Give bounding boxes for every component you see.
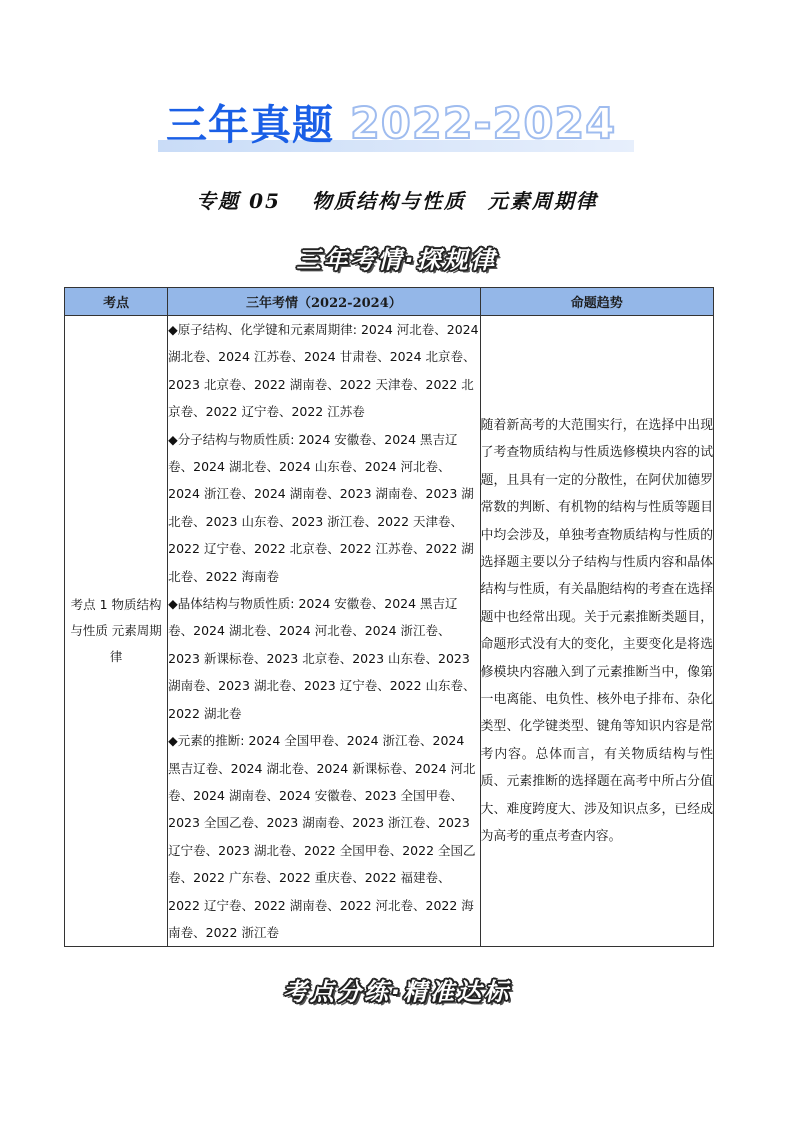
table-header-row [65, 288, 714, 316]
header-topic: 考点 [65, 288, 168, 316]
history-item: ◆元素的推断: 2024 全国甲卷、2024 浙江卷、2024 黑吉辽卷、2024 湖北卷、2024 新课标卷、2024 河北卷、2024 湖南卷、2024 安徽卷、2023 全国甲卷、2023 全国乙卷、2023 湖南卷、2023 浙江卷、2023 辽宁卷、2023 湖北卷、2022 全国甲卷、2022 全国乙卷、2022 广东卷、2022 重庆卷、2022 福建卷、2022 辽宁卷、2022 湖南卷、2022 河北卷、2022 海南卷、2022 浙江卷 [168, 733, 476, 940]
exam-analysis-table [64, 287, 714, 947]
history-cell [168, 316, 480, 947]
header-history: 三年考情（2022-2024） [168, 288, 480, 316]
banner-years: 2022-2024 [350, 99, 617, 149]
section-title-practice: 考点分练·精准达标 [282, 978, 512, 1006]
topic-cell: 考点 1 物质结构与性质 元素周期律 [65, 316, 168, 947]
history-item: ◆分子结构与物质性质: 2024 安徽卷、2024 黑吉辽卷、2024 湖北卷、2024 山东卷、2024 河北卷、2024 浙江卷、2024 湖南卷、2023 湖南卷、2023 湖北卷、2023 山东卷、2023 浙江卷、2022 天津卷、2022 辽宁卷、2022 北京卷、2022 江苏卷、2022 湖北卷、2022 海南卷 [168, 431, 474, 584]
trend-cell: 随着新高考的大范围实行，在选择中出现了考查物质结构与性质选修模块内容的试题，且具有一定的分散性，在阿伏加德罗常数的判断、有机物的结构与性质等题目中均会涉及，单独考查物质结构与性质的选择题主要以分子结构与性质内容和晶体结构与性质，有关晶胞结构的考查在选择题中也经常出现。关于元素推断类题目，命题形式没有大的变化，主要变化是将选修模块内容融入到了元素推断当中，像第一电离能、电负性、核外电子排布、杂化类型、化学键类型、键角等知识内容是常考内容。总体而言，有关物质结构与性质、元素推断的选择题在高考中所占分值大、难度跨度大、涉及知识点多，已经成为高考的重点考查内容。 [480, 316, 713, 947]
header-trend: 命题趋势 [480, 288, 713, 316]
history-item: ◆晶体结构与物质性质: 2024 安徽卷、2024 黑吉辽卷、2024 湖北卷、2024 河北卷、2024 浙江卷、2023 新课标卷、2023 北京卷、2023 山东卷、2023 湖南卷、2023 湖北卷、2023 辽宁卷、2022 山东卷、2022 湖北卷 [168, 596, 476, 721]
page-subtitle: 专题 05 物质结构与性质 元素周期律 [196, 189, 598, 213]
history-item: ◆原子结构、化学键和元素周期律: 2024 河北卷、2024 湖北卷、2024 江苏卷、2024 甘肃卷、2024 北京卷、2023 北京卷、2022 湖南卷、2022 天津卷、2022 北京卷、2022 辽宁卷、2022 江苏卷 [168, 322, 479, 420]
banner-title: 三年真题 [166, 101, 334, 149]
section-title-analysis: 三年考情·探规律 [296, 246, 498, 274]
table-row [65, 316, 714, 947]
